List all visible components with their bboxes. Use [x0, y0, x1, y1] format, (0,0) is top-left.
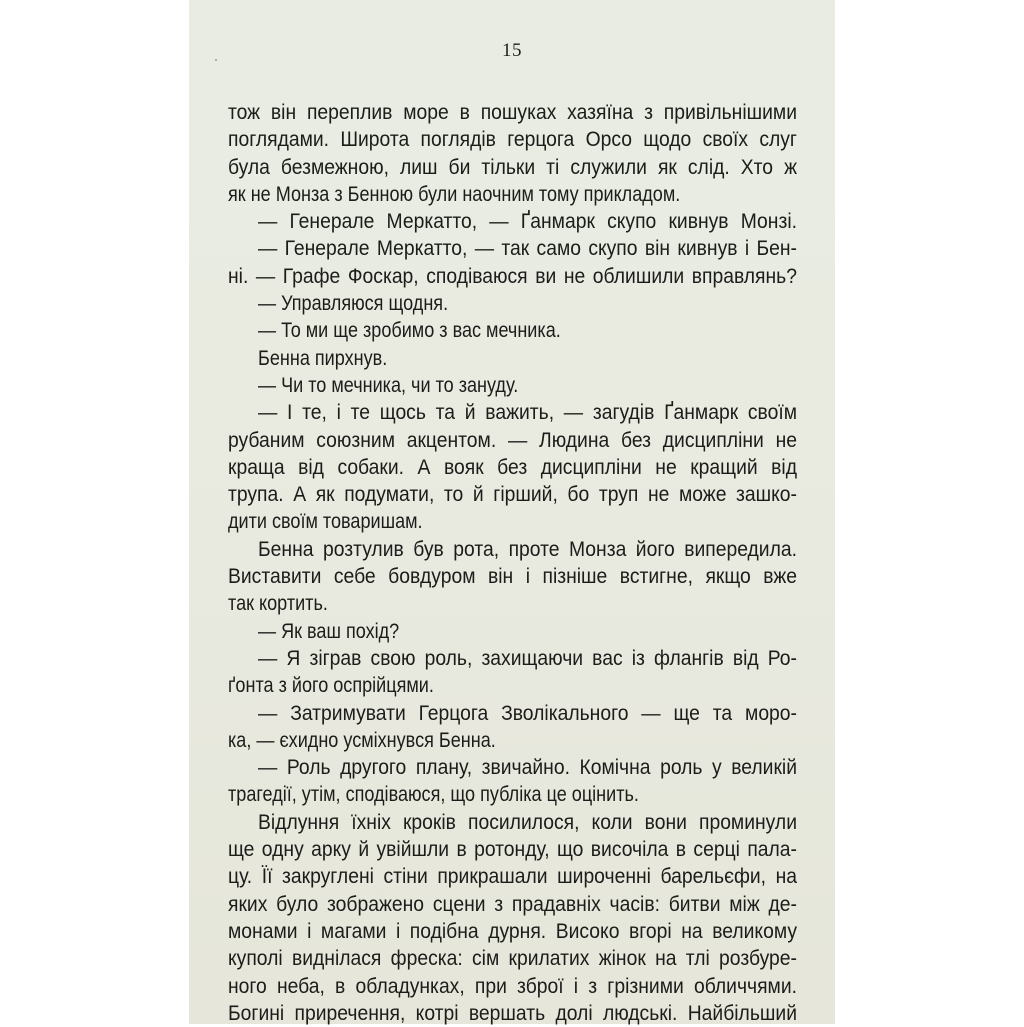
text-line: [228, 263, 797, 290]
text-line-content: ґонта з його оспрійцями.: [228, 674, 434, 698]
text-line-content: яких було зображено сцени з прадавніх часів: битви між де-: [228, 892, 797, 916]
text-line-content: — Чи то мечника, чи то зануду.: [258, 373, 519, 397]
text-line-content: Бенна розтулив був рота, проте Монза його випередила.: [258, 537, 797, 561]
text-line-content: куполі виднілася фреска: сім крилатих жінок на тлі розбуре-: [228, 947, 797, 971]
text-line: [228, 590, 797, 617]
text-line-content: — Генерале Меркатто, — Ґанмарк скупо кивнув Монзі.: [258, 210, 797, 234]
text-line: [228, 645, 797, 672]
text-line: [228, 372, 797, 399]
text-line: [228, 536, 797, 563]
book-page: [189, 0, 835, 1024]
text-line: [228, 345, 797, 372]
text-line-content: як не Монза з Бенною були наочним тому прикладом.: [228, 182, 681, 206]
text-line: [228, 235, 797, 262]
text-line-content: так кортить.: [228, 592, 328, 616]
text-line-content: трагедії, утім, сподіваюся, що публіка це оцінить.: [228, 783, 639, 807]
text-line: [228, 727, 797, 754]
text-line: [228, 836, 797, 863]
page-body-text: [228, 99, 797, 1027]
text-line: [228, 317, 797, 344]
text-line: [228, 918, 797, 945]
text-line: [228, 700, 797, 727]
text-line-content: — Генерале Меркатто, — так само скупо він кивнув і Бен-: [258, 237, 797, 261]
text-line: [228, 99, 797, 126]
text-line-content: — Як ваш похід?: [258, 619, 400, 643]
text-line: [228, 154, 797, 181]
text-line: [228, 208, 797, 235]
text-line: [228, 754, 797, 781]
text-line-content: ні. — Графе Фоскар, сподіваюся ви не облишили вправлянь?: [228, 264, 797, 288]
text-line: [228, 181, 797, 208]
text-line-content: Богині приречення, котрі вершать долі людські. Найбільший: [228, 1001, 797, 1025]
text-line-content: дити своїм товаришам.: [228, 510, 423, 534]
text-line-content: краща від собаки. А вояк без дисципліни не кращий від: [228, 455, 797, 479]
text-line: [228, 1000, 797, 1027]
text-line: [228, 454, 797, 481]
text-line-content: монами і магами і подібна дурня. Високо вгорі на великому: [228, 919, 797, 943]
text-line: [228, 563, 797, 590]
text-line: [228, 427, 797, 454]
text-line-content: ще одну арку й увійшли в ротонду, що височіла в серці пала-: [228, 838, 797, 862]
text-line: [228, 809, 797, 836]
text-line-content: — Я зіграв свою роль, захищаючи вас із флангів від Ро-: [258, 646, 797, 670]
text-line-content: — Роль другого плану, звичайно. Комічна роль у великій: [258, 756, 797, 780]
text-line: [228, 399, 797, 426]
text-line: [228, 126, 797, 153]
text-line-content: цу. Її закруглені стіни прикрашали широченні барельєфи, на: [228, 865, 797, 889]
text-line: [228, 618, 797, 645]
text-line-content: — То ми ще зробимо з вас мечника.: [258, 319, 561, 343]
text-line-content: рубаним союзним акцентом. — Людина без дисципліни не: [228, 428, 797, 452]
text-line: [228, 672, 797, 699]
text-line-content: тож він переплив море в пошуках хазяїна з привільнішими: [228, 101, 797, 124]
text-line-content: ка, — єхидно усміхнувся Бенна.: [228, 728, 496, 752]
text-line-content: Бенна пирхнув.: [258, 346, 388, 370]
text-line: [228, 973, 797, 1000]
text-line-content: — Затримувати Герцога Зволікального — ще та моро-: [258, 701, 797, 725]
text-line-content: трупа. А як подумати, то й гірший, бо труп не може зашко-: [228, 483, 797, 507]
text-line-content: — Управляюся щодня.: [258, 292, 449, 316]
text-line: [228, 481, 797, 508]
text-line: [228, 891, 797, 918]
page-number: 15: [502, 40, 522, 61]
text-line-content: поглядами. Широта поглядів герцога Орсо щодо своїх слуг: [228, 128, 797, 152]
text-line-content: — І те, і те щось та й важить, — загудів Ґанмарк своїм: [258, 401, 797, 425]
text-line-content: Виставити себе бовдуром він і пізніше встигне, якщо вже: [228, 565, 797, 589]
text-line: [228, 508, 797, 535]
text-line-content: була безмежною, лиш би тільки ті служили як слід. Хто ж: [228, 155, 797, 179]
text-line-content: ного неба, в обладунках, при зброї і з грізними обличчями.: [228, 974, 797, 998]
text-line: [228, 290, 797, 317]
text-line: [228, 863, 797, 890]
text-line: [228, 781, 797, 808]
text-line-content: Відлуння їхніх кроків посилилося, коли вони проминули: [258, 810, 797, 834]
text-line: [228, 945, 797, 972]
